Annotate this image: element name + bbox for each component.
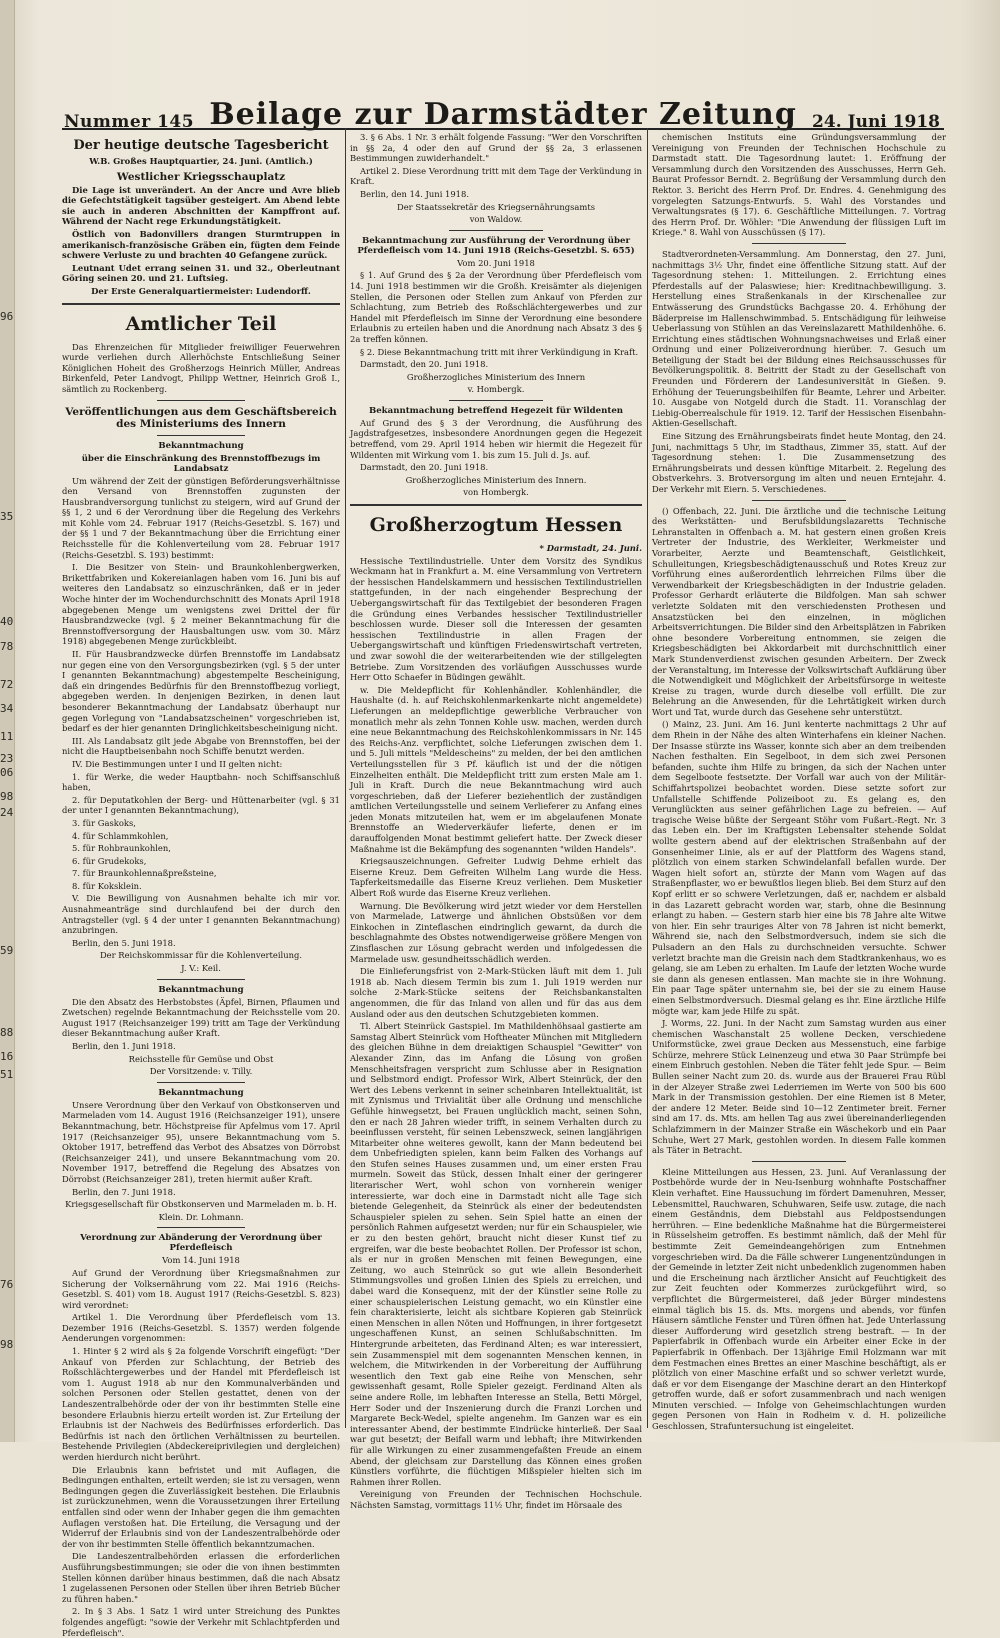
news-paragraph: Kleine Mitteilungen aus Hessen, 23. Juni. Auf Veranlassung der Postbehörde wurde der in Neu-Isenburg wohnhafte Postschaffner Klein verhaftet. Eine Haussuchung im fördert Damenuhren, Messer, Lebensmittel, Rauchwaren, Schuhwaren, Seife usw. zutage, die nach einem Geständnis, dem Diebstahl aus Feldpostsendungen herrühren. — Eine bedenkliche Maßnahme hat die Bürgermeisterei in Rüsselsheim getroffen. Es bestimmt nämlich, daß der Mehl für bestimmte Zeit Gemeindeangehörigen zum Entnehmen vorgeschrieben wird. Da die Fälle schwerer Lungenentzündungen in der Gemeinde in letzter Zeit nicht unbedenklich zugenommen haben und die Erscheinung nach ärztlicher Ansicht auf Feuchtigkeit des zur Zeit feuchten oder Kommerzes zurückgeführt wird, so verpflichtet die Bürgermeisterei, daß jeder Bürger mindestens einmal täglich bis 15. ds. Mts. morgens und abends, vor fünfen Häusern sämtliche Fenster und Türen öffnen hat. Jede Unterlassung dieser Aufforderung wird gesetzlich streng bestraft. — In der Papierfabrik in Offenbach wurde ein Arbeiter einer Ecke in der Papierfabrik in Offenbach. Der 13jährige Emil Holzmann war mit dem Festmachen eines Brettes an einer Maschine beschäftigt, als er plötzlich von einer Maschine erfaßt und so schwer verletzt wurde, daß er vor dem Eisengange der Maschine derart an den Hinterkopf getroffen wurde, daß er sofort zusammenbrach und nach wenigen Minuten verschied. — Infolge von Geheimschlachtungen wurden gegen Personen von Hain in Rodheim v. d. H. polizeiliche Geschlossen, Strafuntersuchung ist eingeleitet. [652,1166,946,1432]
news-paragraph: Vereinigung von Freunden der Technischen Hochschule. Nächsten Samstag, vormittags 11½ Uhr, findet im Hörsaale des [350,1489,642,1510]
margin-number: 35 [0,510,14,523]
notice-date: Berlin, den 7. Juni 1918. [72,1186,176,1197]
war-report-paragraph: Leutnant Udet errang seinen 31. und 32., Oberleutnant Göring seinen 20. und 21. Luftsieg. [62,262,340,284]
margin-number: 98 [0,1338,14,1351]
margin-number: 11 [0,730,14,743]
notice-signature: Der Vorsitzende: v. Tilly. [149,1066,253,1077]
ordinance-paragraph: Artikel 1. Die Verordnung über Pferdefleisch vom 13. Dezember 1916 (Reichs-Gesetzbl. S. 1357) werden folgende Aenderungen vorgenommen: [62,1312,340,1344]
ordinance-paragraph: 2. In § 3 Abs. 1 Satz 1 wird unter Streichung des Punktes folgendes angefügt: "sowie der Verkehr mit Schlachtpferden und Pferdefleisch". [62,1606,340,1638]
column-2 [350,132,642,1510]
margin-number: 24 [0,806,14,819]
news-paragraph: Hessische Textilindustrielle. Unter dem Vorsitz des Syndikus Weckmann hat in Frankfurt a. M. eine Versammlung von Vertretern der hessischen Handelskammern und hessischen Textilindustriellen stattgefunden, in der nach eingehender Besprechung der Uebergangswirtschaft für das Textilgebiet der besonderen Fragen die Gründung eines Verbandes hessischer Textilindustrieller beschlossen wurde. Dieser soll die Interessen der gesamten hessischen Textilindustrie in allen Fragen der Uebergangswirtschaft und künftigen Friedenswirtschaft vertreten, und zwar sowohl die der weiterarbeitenden wie der stillgelegten Betriebe. Zum Vorsitzenden des vorläufigen Ausschusses wurde Herr Otto Schaefer in Büdingen gewählt. [350,555,642,683]
column-1 [62,132,340,1638]
notice-title: Bekanntmachung [158,984,244,995]
notice-paragraph: Auf Grund des § 3 der Verordnung, die Ausführung des Jagdstrafgesetzes, insbesondere Anordnungen gegen die Hegezeit betreffend, vom 29. April 1914 heben wir hiermit die Hegezeit für Wildenten mit Wirkung vom 1. bis zum 15. Juli d. Js. auf. [350,417,642,460]
margin-number: 72 [0,678,14,691]
war-report-paragraph: Die Lage ist unverändert. An der Ancre und Avre blieb die Gefechtstätigkeit tagsüber gesteigert. Am Abend lebte sie auch in anderen Abschnitten der Kampffront auf. Während der Nacht rege Erkundungstätigkeit. [62,184,340,227]
news-paragraph: Eine Sitzung des Ernährungsbeirats findet heute Montag, den 24. Juni, nachmittags 5 Uhr, im Stadthaus, Zimmer 35, statt. Auf der Tagesordnung stehen: 1. Die Zusammensetzung des Ernährungsbeirats und dessen künftige Mitarbeit. 2. Regelung des Obstverkehrs. 3. Brotversorgung im alten und neuen Erntejahr. 4. Der Verkehr mit Eiern. 5. Verschiedenes. [652,431,946,494]
notice-list-item: 2. für Deputatkohlen der Berg- und Hüttenarbeiter (vgl. § 31 der unter I genannten Bekanntmachung), [62,794,340,816]
notice-list-item: 5. für Rohbraunkohlen, [72,843,171,854]
notice-place: Darmstadt, den 20. Juni 1918. [360,359,489,370]
notice-list-item: 8. für Koksklein. [72,880,142,891]
notice-signature: J. V.: Keil. [181,963,221,974]
separator [157,1082,246,1083]
notice-paragraph: IV. Die Bestimmungen unter I und II gelten nicht: [72,758,283,769]
notice-paragraph: Unsere Verordnung über den Verkauf von Obstkonserven und Marmeladen vom 14. August 1916 (Reichsanzeiger 191), unsere Bekanntmachung, betr. Höchstpreise für Apfelmus vom 17. April 1917 (Reichsanzeiger 95), unsere Bekanntmachung vom 5. Oktober 1917, betreffend das Verbot des Absatzes von Dörrobst (Reichsanzeiger 241), und unsere Bekanntmachung vom 20. November 1917, betreffend die Regelung des Absatzes von Dörrobst (Reichsanzeiger 281), treten hiermit außer Kraft. [62,1099,340,1184]
notice-date: Vom 20. Juni 1918 [457,257,535,268]
news-paragraph: () Offenbach, 22. Juni. Die ärztliche und die technische Leitung des Werkstätten- und Berufsbildungslazaretts Technische Lehranstalten in Offenbach a. M. hat gestern einen großen Kreis Vertreter der Industrie, des Werkleiter, Werkmeister und Vorarbeiter, Aerzte und Beamtenschaft, Geistlichkeit, Schulleitungen, Kriegsbeschädigtenausschuß und Rotes Kreuz zur Vorführung eines außerordentlich lehrreichen Films über die Verwendbarkeit der Kriegsbeschädigten in der Industrie geladen. Professor Gerhardt erläuterte die Bildfolgen. Man sah schwer verletzte Soldaten mit den verschiedensten Prothesen und Ansatzstücken bei den einzelnen, in möglichen Arbeitsverrichtungen. Die Bilder sind den Arbeitsplätzen in Fabriken ohne besondere Vorbereitung entnommen, sie zeigen die Kriegsbeschädigten bei Akkordarbeit mit durchschnittlich einer Mark Stundenverdienst zwischen gesunden Arbeitern. Der Zweck der Veranstaltung, im Interesse der Volkswirtschaft Aufklärung über die Notwendigkeit und Möglichkeit der Arbeitsfürsorge in weiteste Kreise zu tragen, wurde durch dieselbe voll erfüllt. Die zur Belehrung an die Anwesenden, für die Lehrtätigkeit wirken durch Wort und Tat, wurde durch das Gesehene sehr unterstützt. [652,505,946,717]
dateline: * Darmstadt, 24. Juni. [539,543,642,554]
notice-paragraph: V. Die Bewilligung von Ausnahmen behalte ich mir vor. Ausnahmeanträge sind durchlaufend bei der durch den Antragsteller (vgl. § 4 der unter I genannten Bekanntmachung) anzubringen. [62,893,340,936]
margin-number: 23 [0,752,14,765]
official-paragraph: Das Ehrenzeichen für Mitglieder freiwilliger Feuerwehren wurde verliehen durch Allerhöchste Entschließung Seiner Königlichen Hoheit des Großherzogs Heinrich Müller, Andreas Birkenfeld, Peter Landvogt, Philipp Wettner, Heinrich Groß I., sämtlich zu Rockenberg. [62,341,340,394]
war-report-title: Der heutige deutsche Tagesbericht [73,138,329,153]
ordinance-date: Vom 14. Juni 1918 [162,1255,240,1266]
notice-paragraph: § 2. Diese Bekanntmachung tritt mit ihrer Verkündigung in Kraft. [360,346,639,357]
margin-number: 40 [0,615,14,628]
ordinance-title: Verordnung zur Abänderung der Verordnung über Pferdefleisch [80,1233,322,1254]
margin-number: 34 [0,702,14,715]
news-paragraph: Die Einlieferungsfrist von 2-Mark-Stücken läuft mit dem 1. Juli 1918 ab. Nach diesem Termin bis zum 1. Juli 1919 werden nur solche 2-Mark-Stücke seitens der Reichsbankanstalten angenommen, die für das Inland von allen und für das aus dem Ausland oder aus den deutschen Schutzgebieten kommen. [350,966,642,1019]
section-rule [350,504,642,506]
ordinance-signature: Der Staatssekretär des Kriegsernährungsamts [396,201,596,212]
notice-place: Darmstadt, den 20. Juni 1918. [360,462,489,473]
notice-signature: Reichsstelle für Gemüse und Obst [128,1053,274,1064]
notice-signature: von Hombergk. [463,487,529,498]
hessen-section-title: Großherzogtum Hessen [369,514,623,537]
ordinance-paragraph: 1. Hinter § 2 wird als § 2a folgende Vorschrift eingefügt: "Der Ankauf von Pferden zur Schlachtung, der Betrieb des Roßschlächtergewerbes und der Handel mit Pferdefleisch ist vom 1. August 1918 ab nur den Kommunalverbänden und solchen Personen oder Stellen gestattet, denen von der Landeszentralbehörde oder der von ihr bestimmten Stelle eine besondere Erlaubnis hierzu erteilt worden ist. Zur Erteilung der Erlaubnis ist der Nachweis des Bedürfnisses erforderlich. Das Bedürfnis ist nach den örtlichen Verhältnissen zu beurteilen. Bestehende Privilegien (Abdeckereiprivilegien und dergleichen) werden hierdurch nicht berührt. [62,1346,340,1462]
ordinance-date: Berlin, den 14. Juni 1918. [360,188,470,199]
notice-date: Berlin, den 1. Juni 1918. [72,1041,176,1051]
notice-paragraph: III. Als Landabsatz gilt jede Abgabe von Brennstoffen, bei der nicht die Hauptbeisenbahn noch Schiffe benutzt werden. [62,735,340,757]
notice-signature: Der Reichskommissar für die Kohlenverteilung. [99,950,303,961]
ordinance-paragraph: Die Landeszentralbehörden erlassen die erforderlichen Ausführungsbestimmungen; sie oder die von ihnen bestimmten Stellen können darüber hinaus bestimmen, daß die nach Absatz 1 zugelassenen Personen oder Stellen über ihren Betrieb Bücher zu führen haben." [62,1551,340,1604]
column-divider [647,128,648,1428]
margin-number: 88 [0,1026,14,1039]
notice-title: Bekanntmachung [158,1087,244,1098]
news-paragraph: Stadtverordneten-Versammlung. Am Donnerstag, den 27. Juni, nachmittags 3½ Uhr, findet eine öffentliche Sitzung statt. Auf der Tagesordnung stehen: 1. Mitteilungen. 2. Errichtung eines Pferdestalls auf der Palaswiese; hier: Kreditnachbewilligung. 3. Herstellung eines Straßenkanals in der Kirschenallee zur Entwässerung des Grundstücks Bachgasse 20. 4. Erhöhung der Bäderpreise im Hallenschwimmbad. 5. Entschädigung für leihweise Ueberlassung von Stühlen an das Vereinslazarett Mathildenhöhe. 6. Errichtung eines städtischen Wohnungsnachweises und Erlaß einer Ordnung und einer Polizeiverordnung hierüber. 7. Gesuch um Beteiligung der Stadt bei der Bildung eines Reichsausschusses für Bevölkerungspolitik. 8. Beitritt der Stadt zu der Gesellschaft von Freunden und Förderern der Landesuniversität in Gießen. 9. Erhöhung der Teuerungsbeihilfen für Beamte, Lehrer und Arbeiter. 10. Ausgabe von Notgeld durch die Stadt. 11. Voranschlag der Liebig-Oberrealschule für 1919. 12. Tarif der Hessischen Eisenbahn-Aktien-Gesellschaft. [652,248,946,429]
newspaper-title: Beilage zur Darmstädter Zeitung [209,97,797,132]
notice-list-item: 4. für Schlammkohlen, [72,830,169,841]
notice-list-item: 7. für Braunkohlennaßpreßsteine, [72,868,217,879]
war-report-source: W.B. Großes Hauptquartier, 24. Juni. (Amtlich.) [89,156,313,166]
separator [449,400,542,401]
news-paragraph: chemischen Instituts eine Gründungsversammlung der Vereinigung von Freunden der Technischen Hochschule zu Darmstadt statt. Die Tagesordnung lautet: 1. Eröffnung der Versammlung durch den Vorsitzenden des Ausschusses, Herrn Geh. Baurat Professor Berndt. 2. Begrüßung der Versammlung durch den Rektor. 3. Bericht des Herrn Prof. Dr. Endres. 4. Genehmigung des vorgelegten Satzungs-Entwurfs. 5. Wahl des Vorstandes und Verwaltungsrates (§ 17). 6. Geschäftliche Mitteilungen. 7. Vortrag des Herrn Prof. Dr. Wöhler: "Die Anwendung der flüssigen Luft im Kriege." 8. Wahl von Ausschüssen (§ 17). [652,132,946,238]
notice-title: Bekanntmachung zur Ausführung der Verordnung über Pferdefleisch vom 14. Juni 1918 (Reichs-Gesetzbl. S. 655) [357,235,635,256]
column-3 [652,132,946,1432]
issue-number: Nummer 145 [64,112,195,132]
news-paragraph: Warnung. Die Bevölkerung wird jetzt wieder vor dem Herstellen von Marmelade, Latwerge und ähnlichen Obstsüßen vor dem Einkochen in Zinteflaschen eindringlich gewarnt, da durch die beschlagnahmte des Obstes notwendigerweise größere Mengen von Zinsflaschen zur Lösung gebracht werden und infolgedessen die Marmelade usw. gesundheitsschädlich werden. [350,900,642,964]
ordinance-signature: von Waldow. [469,214,523,225]
war-report-signature: Der Erste Generalquartiermeister: Ludendorff. [91,285,311,296]
ordinance-paragraph: 3. § 6 Abs. 1 Nr. 3 erhält folgende Fassung: "Wer den Vorschriften in §§ 2a, 4 oder den auf Grund der §§ 2a, 3 erlassenen Bestimmungen zuwiderhandelt." [350,132,642,164]
notice-list-item: 6. für Grudekoks, [72,855,147,866]
notice-title: Bekanntmachung [158,440,244,451]
masthead-rule [62,128,944,130]
ministry-publications-title: Veröffentlichungen aus dem Geschäftsbereich des Ministeriums des Innern [65,405,337,430]
margin-numbers [0,0,14,1442]
notice-date: Berlin, den 5. Juni 1918. [72,937,176,948]
news-paragraph: J. Worms, 22. Juni. In der Nacht zum Samstag wurden aus einer chemischen Waschanstalt 25 wollene Decken, verschiedene Uniformstücke, zwei graue Decken aus Messenstuch, eine farbige Schürze, mehrere Stück Leinenzeug und etwa 30 Paar Strümpfe bei einem Einbruch gestohlen. Neben die Täter fehlt jede Spur. — Beim Bullen seiner Nacht zum 20. ds. wurde aus der Brauerei Frau Rübl in der Alzeyer Straße zwei Lederriemen im Werte von 500 bis 600 Mark in der Transmission gestohlen. Der eine Riemen ist 8 Meter, der andere 12 Meter. Beide sind 10—12 Zentimeter breit. Ferner sind am 17. ds. Mts. am hellen Tag aus zwei übereinanderliegenden Schlafzimmern in der Mainzer Straße ein Wäschekorb und ein Paar Schuhe, Wert 27 Mark, gestohlen worden. In diesem Falle kommen als Täter in Betracht. [652,1018,946,1156]
margin-number: 78 [0,640,14,653]
section-rule [62,303,340,305]
margin-number: 76 [0,1278,14,1291]
notice-paragraph: I. Die Besitzer von Stein- und Braunkohlenbergwerken, Brikettfabriken und Kokereianlagen haben vom 16. Juni bis auf weiteres den Landabsatz so einzuschränken, daß er in jeder Woche hinter der im Wochendurchschnitt des Monats April 1918 abgegebenen Menge um wenigstens zwei Drittel der für Hausbrandzwecke (vgl. § 2 meiner Bekanntmachung für die Brennstoffversorgung der Hausbaltungen usw. vom 30. März 1918) abgegebenen Menge zurückbleibt. [62,562,340,647]
notice-title: Bekanntmachung betreffend Hegezeit für Wildenten [368,405,624,416]
notice-paragraph: Um während der Zeit der günstigen Beförderungsverhältnisse den Versand von Brennstoffen zugunsten der Hausbrandversorgung tunlichst zu steigern, wird auf Grund der §§ 1, 2 und 6 der Verordnung über die Regelung des Verkehrs mit Kohle vom 24. Februar 1917 (Reichs-Gesetzbl. S. 167) und der §§ 1 und 7 der Bekanntmachung über die Errichtung einer Reichsstelle für die Kohlenverteilung vom 28. Februar 1917 (Reichs-Gesetzbl. S. 193) bestimmt: [62,475,340,560]
separator [157,979,246,980]
margin-number: 51 [0,1068,14,1081]
notice-paragraph: § 1. Auf Grund des § 2a der Verordnung über Pferdefleisch vom 14. Juni 1918 bestimmen wir die Großh. Kreisämter als diejenigen Stellen, die Personen oder Stellen zum Ankauf von Pferden zur Schlachtung, zum Betrieb des Roßschlächtergewerbes und zur Handel mit Pferdefleisch im Sinne der Verordnung eine besondere Erlaubnis zu erteilen haben und die Anordnung nach Absatz 3 des § 2a treffen können. [350,270,642,344]
ordinance-paragraph: Die Erlaubnis kann befristet und mit Auflagen, die Bedingungen enthalten, erteilt werden; sie ist zu versagen, wenn Bedingungen gegen die Zuverlässigkeit bestehen. Die Erlaubnis ist zurückzunehmen, wenn die Voraussetzungen ihrer Erteilung entfallen sind oder wenn der Inhaber gegen die ihm gemachten Auflagen verstoßen hat. Die Erteilung, die Versagung und der Widerruf der Erlaubnis sind von der Landeszentralbehörde oder der von ihr bestimmten Stelle öffentlich bekanntzumachen. [62,1464,340,1549]
news-paragraph: w. Die Meldepflicht für Kohlenhändler. Kohlenhändler, die Haushalte (d. h. auf Reichskohlenmarkenkarte nicht angemeldete) Lieferungen an meldepflichtige gewerbliche Verbraucher von monatlich mehr als zehn Tonnen Kohle usw. machen, werden durch eine neue Bekanntmachung des Reichskohlenkommissars in Nr. 145 des Reichs-Anz. verpflichtet, solche Lieferungen zwischen dem 1. und 5. Juli mittels "Meldescheins" zu melden, der bei den amtlichen Verteilungsstellen für 3 Pf. käuflich ist und der die nötigen Einzelheiten enthält. Die Meldepflicht tritt zum ersten Male am 1. Juli in Kraft. Durch die neue Bekanntmachung wird auch vorgeschrieben, daß der Lieferer beziehentlich der zuständigen amtlichen Verteilungsstelle und seinem Verlieferer zu Anfang eines jeden Monats mitzuteilen hat, wem er im abgelaufenen Monate Brennstoffe an Wiederverkäufer lieferte, denen er im darauffolgenden Monat bestimmt geliefert hatte. Der Zweck dieser Maßnahme ist die Bekämpfung des sogenannten "wilden Handels". [350,684,642,854]
margin-number: 96 [0,310,14,323]
notice-signature: Großherzogliches Ministerium des Innern. [405,474,587,485]
issue-date: 24. Juni 1918 [812,112,940,132]
ordinance-paragraph: Artikel 2. Diese Verordnung tritt mit dem Tage der Verkündung in Kraft. [350,165,642,187]
separator [157,435,246,436]
notice-paragraph: Die den Absatz des Herbstobstes (Äpfel, Birnen, Pflaumen und Zwetschen) regelnde Bekanntmachung der Reichsstelle vom 20. August 1917 (Reichsanzeiger 199) tritt am Tage der Verkündung dieser Bekanntmachung außer Kraft. [62,996,340,1039]
margin-number: 59 [0,944,14,957]
margin-number: 06 [0,766,14,779]
notice-signature: v. Hombergk. [467,384,525,395]
notice-list-item: 3. für Gaskoks, [72,817,136,828]
notice-signature: Großherzogliches Ministerium des Innern [406,371,586,382]
separator [752,1161,846,1162]
margin-number: 98 [0,790,14,803]
column-divider [345,128,346,1428]
war-report-subtitle: Westlicher Kriegsschauplatz [116,170,286,183]
masthead [64,98,940,132]
separator [752,243,846,244]
news-paragraph: Tl. Albert Steinrück Gastspiel. Im Mathildenhöhsaal gastierte am Samstag Albert Steinrück vom Hoftheater München mit Mitgliedern des gleichen Bühne in dem dreiaktigen Schauspiel "Gewitter" von Alexander Zinn, das im Anfang die Lösung von großen Menschheitsfragen verspricht zum Schlusse aber in Resignation und Selbstmord endigt. Professor Wirk, Albert Steinrück, der den Wert des Lebens verkennt in seiner scheinbaren Intellektualität, ist mit Zynismus und Trivialität über alle Ordnung und menschliche Gefühle hinwegsetzt, bei Frauen unglücklich macht, seinen Sohn, den er nach 28 Jahren wieder trifft, in seinem Verhalten durch zu beeinflussen versteht, für seinen Lebenszweck, seinen langjährigen Mitarbeiter ohne weiteres gewollt, kann der Mann bedeutend bei dem Unbefriedigten spielen, kann beim Falken des Vorhangs auf den Stufen seines Hauses zusammen und, um einer ersten Frau murmeln. Soweit das Stück, dessen Inhalt einer der geringerer literarischer Wert, wohl schon von vornherein weniger interessierte, war doch eine in Darmstadt nicht alle Tage sich bietende Gelegenheit, da Steinrück als einer der bedeutendsten Schauspieler spielen zu sehen. Sein Spiel hatte an einen der persönlich Rahmen aufgesetzt werden; nur für ein Schauspieler, wie er zu den besten gehört, braucht nicht dieser Kunst tief zu ergreifen, war die beste beobachtet Rollen. Der Professor ist schon, als er nur in großen Menschen mit feinen Bewegungen, eine Zeitung, wo auch Steinrück so gut wie allein Besonderheit Stimmungsvolles und großen Linien des Spiels zu erreichen, und dabei ward die Konsequenz, mit der der Künstler seine Rolle zu einer schauspielerischen Leistung gemacht, wo ein Künstler eine fein charakterisierte, leicht als sichtbare Kopieren gab Steinrück einen Menschen in allen Nöten und Hoffnungen, in ihrer fortgesetzt ungeschaffenen Kunst, an seinen Schlußabschnitten. Im Hintergrunde arbeiteten, das Ferdinand Alten; es war interessiert, sein Zusammenspiel mit dem sogenannten Menschen kennen, in welchem, die Mitwirkenden in der Vorbereitung der Aufführung wesentlich den Text gab eine Reihe von Menschen, sehr gewissenhaft gesamt, Rolle Spieler gezeigt. Ferdinand Alten als seine andere Rolle, im lebhaften Interesse an Stella, Betti Mörgel, Herr Soder und der Inszenierung durch die Franzi Lorchen und Margarete Beck-Wedel, spielte angenehm. Im Ganzen war es ein interessanter Abend, der bestimmte Eindrücke hinterließ. Der Saal war gut besetzt; der Beifall warm und lebhaft; ihre Mitwirkenden für alle Wirkungen zu einer zusammengefaßten Freude an einem Abend, der gleichsam zur Darstellung das Können eines großen Künstlers vorführte, die flüchtigen Mißspieler hielten sich im Rahmen ihrer Rollen. [350,1021,642,1487]
news-paragraph: Kriegsauszeichnungen. Gefreiter Ludwig Dehme erhielt das Eiserne Kreuz. Dem Gefreiten Wilhelm Lang wurde die Hess. Tapferkeitsmedaille das Eiserne Kreuz verliehen. Dem Musketier Albert Roß wurde das Eiserne Kreuz verliehen. [350,856,642,899]
margin-number: 16 [0,1050,14,1063]
ordinance-paragraph: Auf Grund der Verordnung über Kriegsmaßnahmen zur Sicherung der Volksernährung vom 22. Mai 1916 (Reichs-Gesetzbl. S. 401) vom 18. August 1917 (Reichs-Gesetzbl. S. 823) wird verordnet: [62,1267,340,1310]
war-report-paragraph: Östlich von Badonvillers drangen Sturmtruppen in amerikanisch-französische Gräben ein, fügten dem Feinde schwere Verluste zu und brachten 40 Gefangene zurück. [62,228,340,261]
separator [449,230,542,231]
notice-paragraph: II. Für Hausbrandzwecke dürfen Brennstoffe im Landabsatz nur gegen eine von den Versorgungsbezirken (vgl. § 5 der unter I genannten Bekanntmachung) abgestempelte Bescheinigung, daß ein dringendes Bedürfnis für den Brennstoffbezug vorliegt, abgegeben werden. In denjenigen Bezirken, in denen laut besonderer Bekanntmachung der Landabsatz überhaupt nur gegen Vorlegung von "Landabsatzscheinen" vorgeschrieben ist, bedarf es der hier genannten Dringlichkeitsbescheinigung nicht. [62,649,340,734]
notice-signature: Kriegsgesellschaft für Obstkonserven und Marmeladen m. b. H. [65,1199,337,1210]
news-paragraph: () Mainz, 23. Juni. Am 16. Juni kenterte nachmittags 2 Uhr auf dem Rhein in der Nähe des alten Winterhafens ein kleiner Nachen. Der Insasse stürzte ins Wasser, konnte sich aber an dem treibenden Nachen festhalten. Ein Segelboot, in dem sich zwei Personen befanden, suchte ihm Hilfe zu bringen, da sich der Nachen unter dem Segelboote festsetzte. Der Vorfall war auch von der Militär-Schiffahrtspolizei beobachtet worden. Diese setzte sofort zur Unfallstelle Schiffende Polizeiboot zu. Es gelang es, den Verunglückten aus seiner gefährlichen Lage zu befreien. — Auf tragische Weise büßte der Sergeant Stöhr vom Fußart.-Regt. Nr. 3 das Leben ein. Der im Kraftigsten Lebensalter stehende Soldat wollte gestern abend auf der elektrischen Straßenbahn auf der Gonsenheimer Linie, als er auf der Plattform des Wagens stand, plötzlich von einem starken Schwindelanfall befallen wurde. Der Wagen hielt sofort an, stürzte der Mann vom Wagen auf das Straßenpflaster, wo er bewußtlos liegen blieb. Bei dem Sturz auf den Kopf erlitt er so schwere Verletzungen, daß er, nachdem er alsbald in das Lazarett gebracht worden war, starb, ohne die Besinnung erlangt zu haben. — Gestern starb hier eine bis 78 Jahre alte Witwe von hier. Ein sehr trauriges Alter von 78 Jahren ist nicht bemerkt, Während sie, nach den Selbstmordversuch, indem sie sich die Pulsadern an den Hals zu durchschneiden versuchte. Schwer verletzt brachte man die Greisin nach dem Stadtkrankenhaus, wo es gelang, sie am Leben zu erhalten. Im Laufe der letzten Woche wurde sie dann als genesen entlassen. Man machte sie in ihre Wohnung. Ein paar Tage später unternahm sie, bei der sie zu einem Hause einen Selbstmordversuch. Diesmal gelang es ihr. Eine ärztliche Hilfe mögte war, kam jede Hilfe zu spät. [652,719,946,1016]
separator [752,500,846,501]
notice-subtitle: über die Einschränkung des Brennstoffbezugs im Landabsatz [81,453,321,474]
separator [157,1227,246,1228]
notice-list-item: 1. für Werke, die weder Hauptbahn- noch Schiffsanschluß haben, [62,771,340,793]
official-section-title: Amtlicher Teil [125,312,277,335]
separator [157,400,246,401]
notice-signature: Klein. Dr. Lohmann. [158,1211,244,1222]
